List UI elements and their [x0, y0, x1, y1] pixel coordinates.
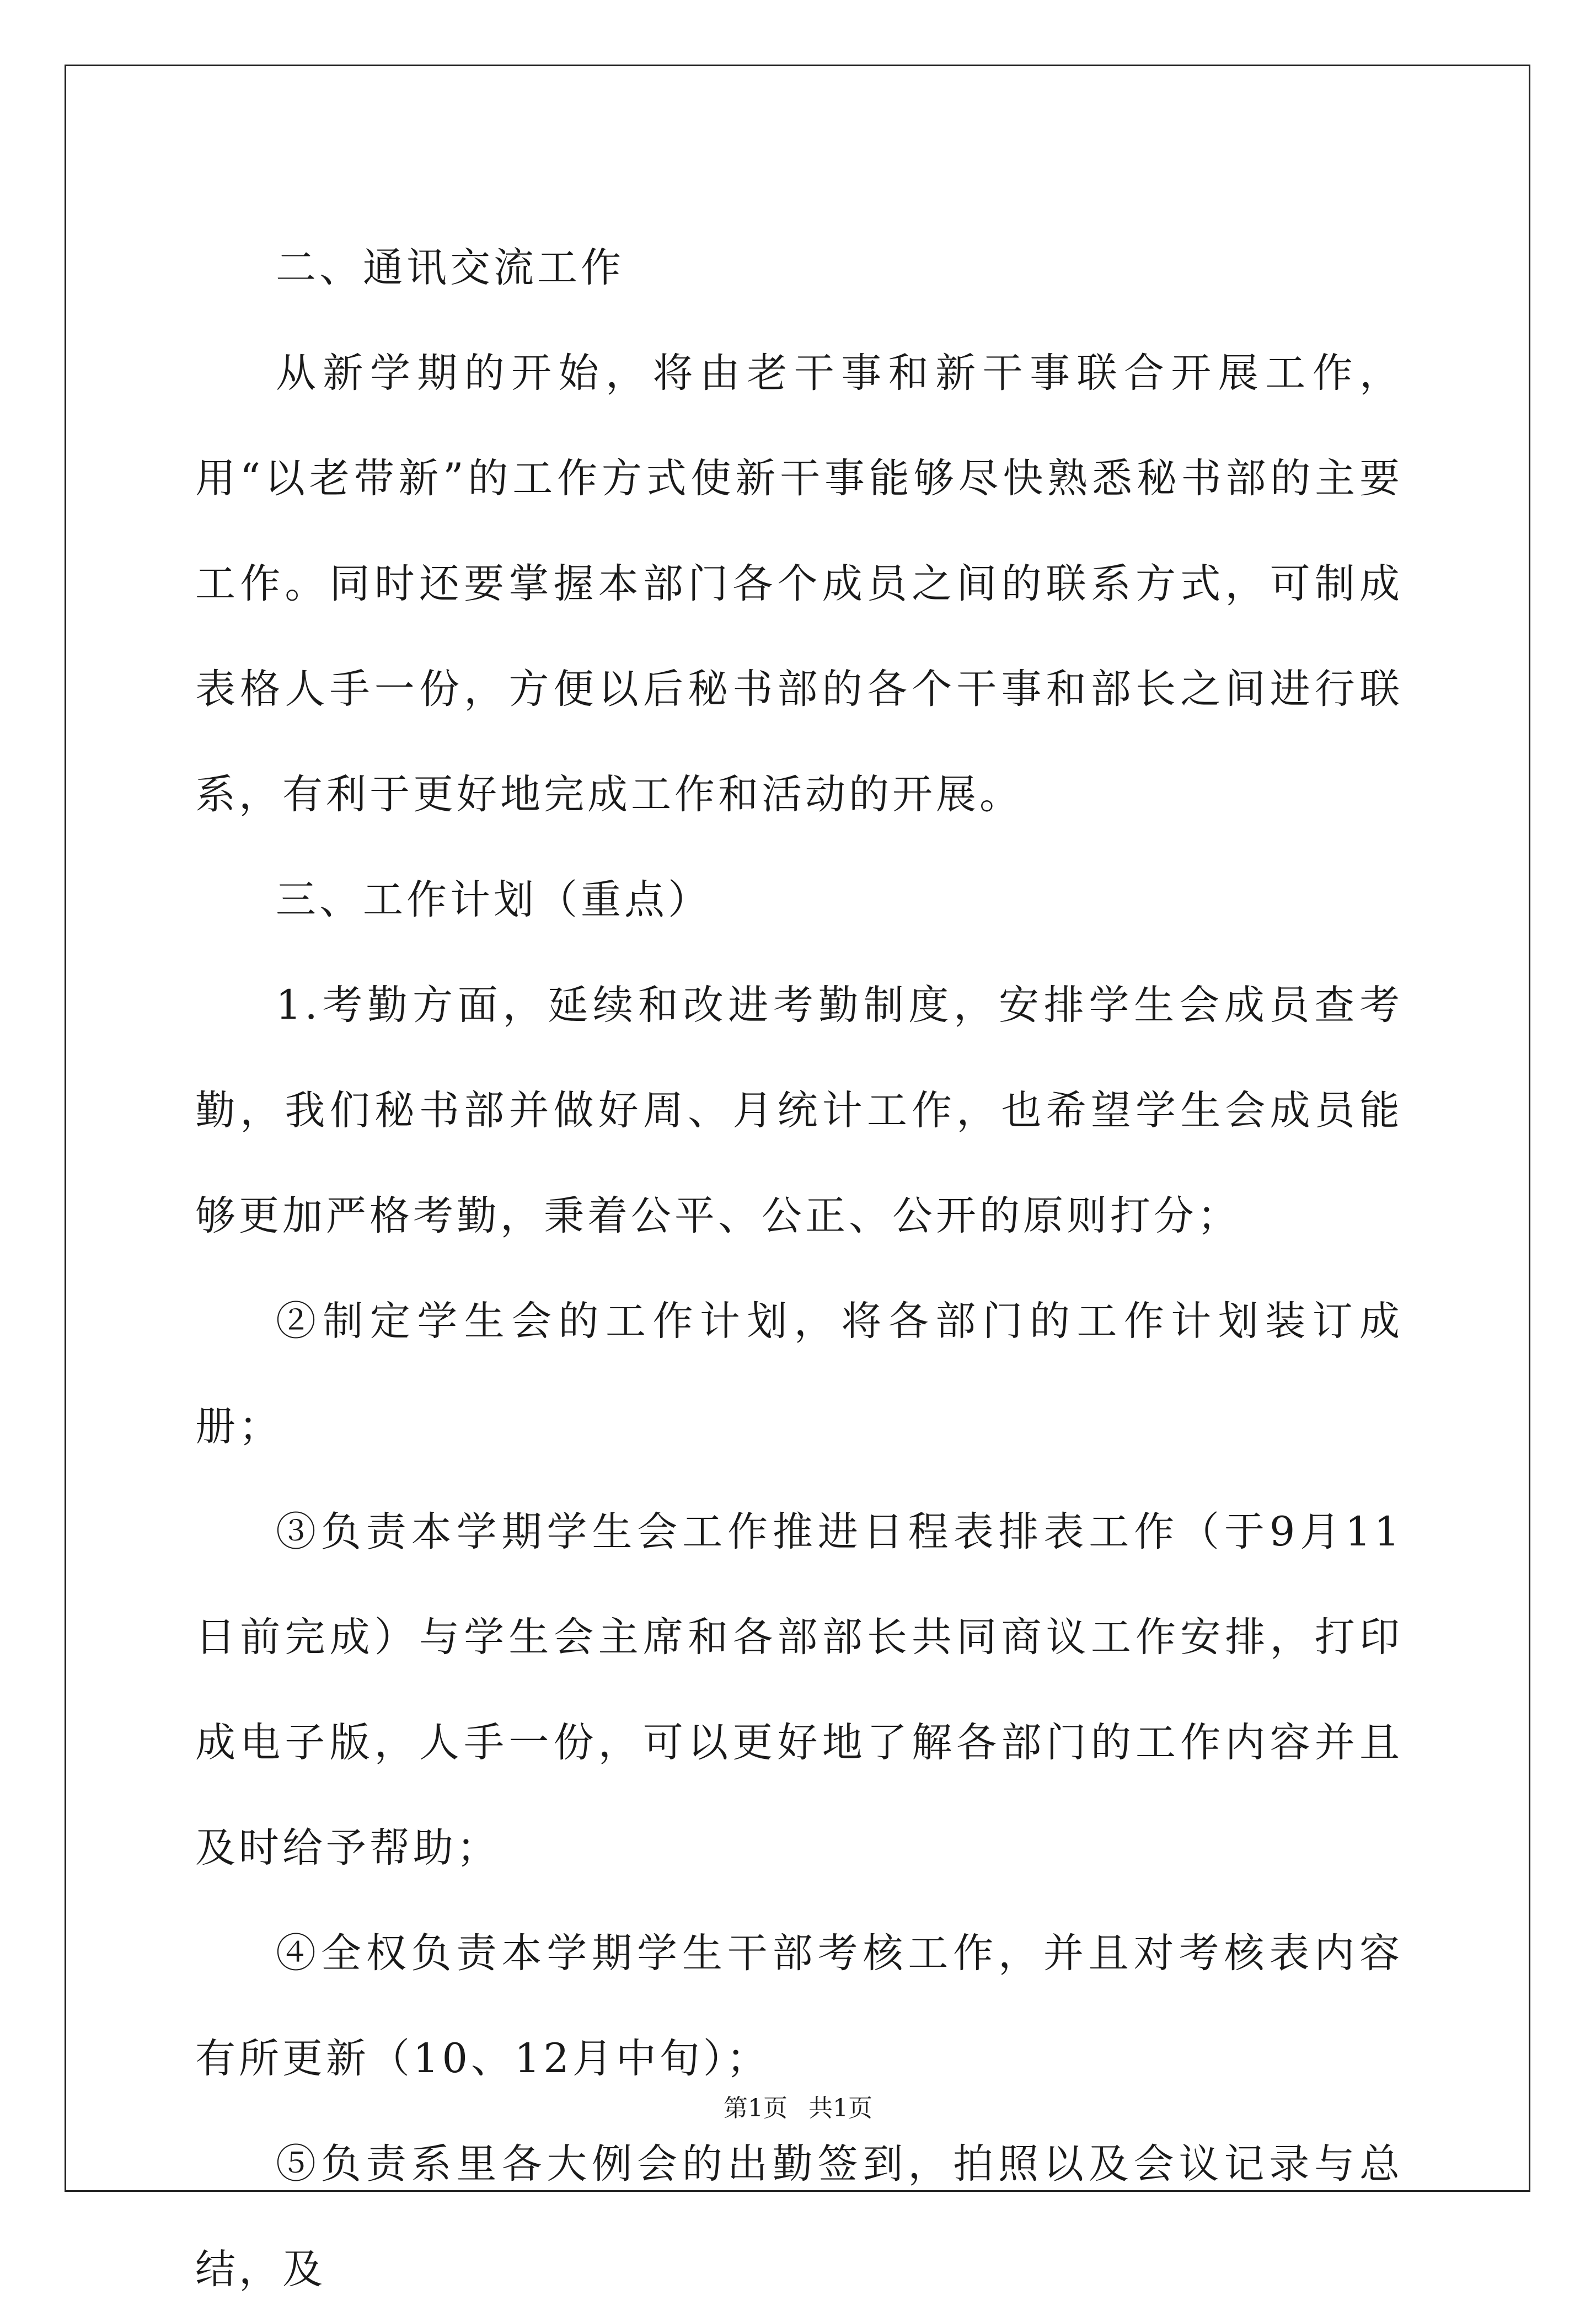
section-heading-work-plan: 三、工作计划（重点）: [276, 876, 711, 923]
page-total: 共1页: [808, 2094, 872, 2122]
paragraph-item-5: ⑤负责系里各大例会的出勤签到，拍照以及会议记录与总结，及: [195, 2141, 1403, 2293]
document-body: [195, 215, 1403, 2322]
paragraph-item-2: ②制定学生会的工作计划，将各部门的工作计划装订成册；: [195, 1298, 1403, 1450]
paragraph-attendance: 1.考勤方面，延续和改进考勤制度，安排学生会成员查考勤，我们秘书部并做好周、月统计工作，也希望学生会成员能够更加严格考勤，秉着公平、公正、公开的原则打分；: [195, 982, 1403, 1239]
paragraph-item-4: ④全权负责本学期学生干部考核工作，并且对考核表内容有所更新（10、12月中旬）；: [195, 1930, 1403, 2082]
page-number: 第1页: [724, 2094, 788, 2122]
paragraph-item-3: ③负责本学期学生会工作推进日程表排表工作（于9月11日前完成）与学生会主席和各部部长共同商议工作安排，打印成电子版，人手一份，可以更好地了解各部门的工作内容并且及时给予帮助；: [195, 1508, 1403, 1871]
section-heading-communication: 二、通讯交流工作: [276, 244, 624, 291]
paragraph-communication: 从新学期的开始，将由老干事和新干事联合开展工作，用“以老带新”的工作方式使新干事能够尽快熟悉秘书部的主要工作。同时还要掌握本部门各个成员之间的联系方式，可制成表格人手一份，方便以后秘书部的各个干事和部长之间进行联系，有利于更好地完成工作和活动的开展。: [195, 350, 1403, 818]
page-footer: [0, 2088, 1596, 2123]
